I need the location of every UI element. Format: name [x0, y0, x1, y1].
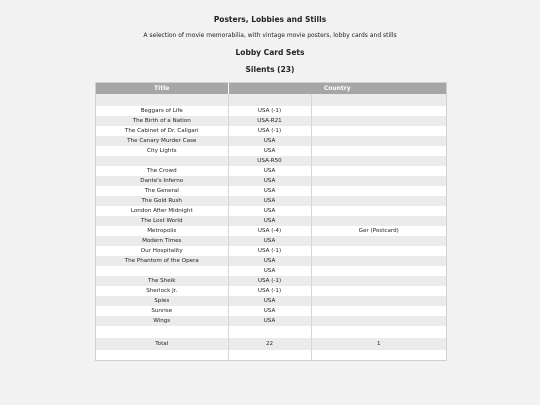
cell-country: USA [228, 186, 311, 196]
column-header-title: Title [96, 83, 228, 94]
table-row [96, 196, 446, 206]
cell-country [228, 94, 311, 106]
cell-country: USA [228, 146, 311, 156]
cell-extra [311, 186, 446, 196]
cell-country: USA [228, 236, 311, 246]
cell-country: USA [228, 316, 311, 326]
table-row [96, 176, 446, 186]
cell-extra [311, 316, 446, 326]
cell-extra [311, 246, 446, 256]
site-subtitle: A selection of movie memorabilia, with vintage movie posters, lobby cards and stills [143, 32, 397, 39]
table-row [96, 286, 446, 296]
cell-title: Our Hospitality [96, 246, 228, 256]
lobby-card-table [95, 82, 447, 361]
cell-country: USA [228, 136, 311, 146]
cell-extra [311, 286, 446, 296]
cell-title: Sunrise [96, 306, 228, 316]
cell-country: USA (-1) [228, 106, 311, 116]
cell-title [96, 266, 228, 276]
cell-extra [311, 176, 446, 186]
cell-title [96, 94, 228, 106]
total-extra: 1 [311, 338, 446, 350]
table-row [96, 306, 446, 316]
cell-title: City Lights [96, 146, 228, 156]
cell-extra [311, 206, 446, 216]
table-row [96, 156, 446, 166]
cell-title: The Lost World [96, 216, 228, 226]
cell-country: USA-R21 [228, 116, 311, 126]
cell-empty [228, 326, 311, 338]
cell-title: The Sheik [96, 276, 228, 286]
table-row [96, 256, 446, 266]
total-row [96, 338, 446, 350]
cell-title: The Phantom of the Opera [96, 256, 228, 266]
cell-country: USA [228, 166, 311, 176]
cell-extra [311, 146, 446, 156]
cell-extra [311, 266, 446, 276]
table-row [96, 136, 446, 146]
table-body [96, 94, 446, 360]
cell-title: Spies [96, 296, 228, 306]
cell-country: USA [228, 196, 311, 206]
cell-extra [311, 256, 446, 266]
cell-extra [311, 156, 446, 166]
table-row [96, 350, 446, 360]
cell-extra [311, 166, 446, 176]
group-title: Silents (23) [245, 65, 295, 74]
table-header-row [96, 83, 446, 94]
cell-title [96, 156, 228, 166]
table-row [96, 94, 446, 106]
table-row [96, 186, 446, 196]
table-row [96, 236, 446, 246]
cell-extra [311, 126, 446, 136]
cell-title: Wings [96, 316, 228, 326]
cell-country: USA [228, 216, 311, 226]
cell-country: USA [228, 206, 311, 216]
table-row [96, 246, 446, 256]
cell-country: USA (-4) [228, 226, 311, 236]
table-row [96, 276, 446, 286]
table-row [96, 296, 446, 306]
total-country: 22 [228, 338, 311, 350]
cell-title: The General [96, 186, 228, 196]
cell-country: USA [228, 176, 311, 186]
cell-country: USA-R50 [228, 156, 311, 166]
cell-extra [311, 196, 446, 206]
cell-country: USA (-1) [228, 276, 311, 286]
table-row [96, 106, 446, 116]
cell-country: USA [228, 256, 311, 266]
cell-title: The Canary Murder Case [96, 136, 228, 146]
cell-extra [311, 236, 446, 246]
cell-extra [311, 306, 446, 316]
cell-extra [311, 136, 446, 146]
cell-empty [96, 326, 228, 338]
cell-title: Beggars of Life [96, 106, 228, 116]
total-label: Total [96, 338, 228, 350]
cell-extra [311, 216, 446, 226]
cell-title: Dante's Inferno [96, 176, 228, 186]
table-row [96, 326, 446, 338]
cell-country: USA (-1) [228, 126, 311, 136]
table-row [96, 146, 446, 156]
cell-empty [96, 350, 228, 360]
site-title: Posters, Lobbies and Stills [213, 15, 327, 24]
cell-country: USA [228, 296, 311, 306]
cell-empty [311, 350, 446, 360]
cell-title: Modern Times [96, 236, 228, 246]
cell-title: Metropolis [96, 226, 228, 236]
cell-country: USA (-1) [228, 286, 311, 296]
table-row [96, 216, 446, 226]
cell-country: USA (-1) [228, 246, 311, 256]
table-row [96, 206, 446, 216]
cell-title: The Birth of a Nation [96, 116, 228, 126]
cell-extra [311, 94, 446, 106]
section-title: Lobby Card Sets [235, 48, 305, 57]
column-header-country: Country [228, 83, 446, 94]
table-row [96, 266, 446, 276]
table-row [96, 116, 446, 126]
cell-extra [311, 296, 446, 306]
cell-extra: Ger (Postcard) [311, 226, 446, 236]
cell-empty [311, 326, 446, 338]
table-row [96, 226, 446, 236]
cell-extra [311, 276, 446, 286]
cell-country: USA [228, 306, 311, 316]
table-row [96, 126, 446, 136]
cell-title: The Gold Rush [96, 196, 228, 206]
cell-title: Sherlock Jr. [96, 286, 228, 296]
cell-title: London After Midnight [96, 206, 228, 216]
cell-title: The Cabinet of Dr. Caligari [96, 126, 228, 136]
cell-extra [311, 116, 446, 126]
cell-country: USA [228, 266, 311, 276]
cell-title: The Crowd [96, 166, 228, 176]
table-row [96, 316, 446, 326]
table-row [96, 166, 446, 176]
cell-empty [228, 350, 311, 360]
cell-extra [311, 106, 446, 116]
